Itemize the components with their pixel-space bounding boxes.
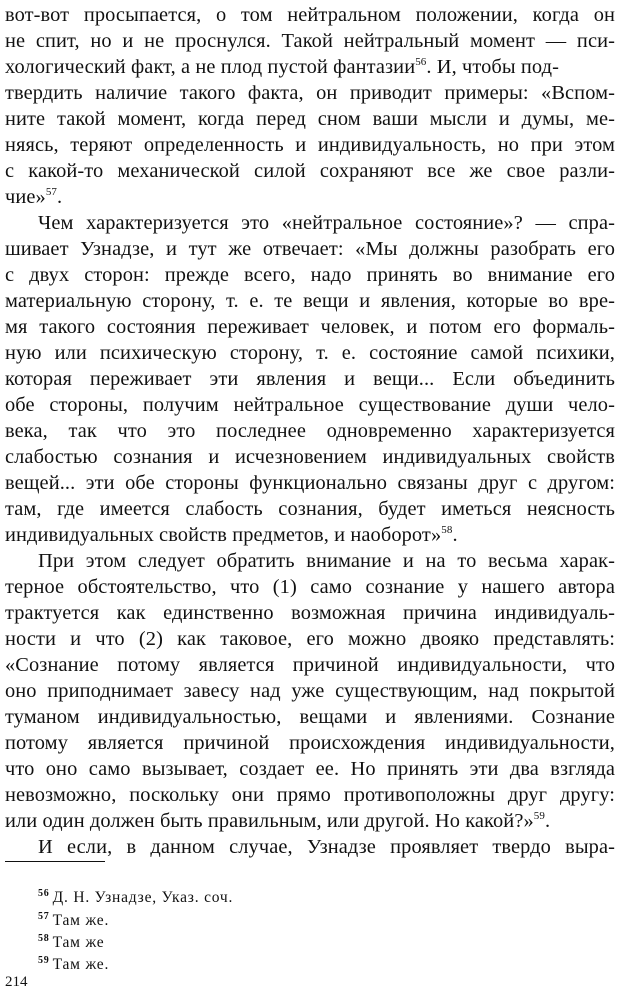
text-line: что оно само вызывает, создает ее. Но принять эти два взгляда — [5, 758, 615, 780]
text-line: терное обстоятельство, что (1) само сознание у нашего автора — [5, 576, 615, 598]
footnote: $^{56}$ Д. Н. Узнадзе, Указ. соч. — [38, 887, 234, 906]
text-line: вот-вот просыпается, о том нейтральном положении, когда он — [5, 4, 615, 26]
footnote-ref: 57 — [45, 186, 58, 199]
text-line: мя такого состояния переживает человек, и потом его формаль- — [5, 316, 615, 338]
text-line: шивает Узнадзе, и тут же отвечает: «Мы должны разобрать его — [5, 238, 615, 260]
footnote-ref: 56 — [415, 56, 427, 69]
footnote: $^{57}$ Там же. — [38, 910, 110, 929]
text-line: хологический факт, а не плод пустой фантазии$^{56}$. И, чтобы под- — [5, 56, 559, 78]
text-line: обе стороны, получим нейтральное существование души чело- — [5, 394, 615, 416]
footnote: $^{58}$ Там же — [38, 932, 105, 951]
text-line: трактуется как единственно возможная причина индивидуаль- — [5, 602, 615, 624]
text-line: с двух сторон: прежде всего, надо принять во внимание его — [5, 264, 615, 286]
text-line: материальную сторону, т. е. те вещи и явления, которые во вре- — [5, 290, 615, 312]
text-line: которая переживает эти явления и вещи... Если объединить — [5, 368, 615, 390]
text-line: ности и что (2) как таковое, его можно двояко представлять: — [5, 628, 615, 650]
text-line: не спит, но и не проснулся. Такой нейтральный момент — пси- — [5, 30, 615, 52]
text-line: потому является причиной происхождения индивидуальности, — [5, 732, 615, 754]
text-line: няясь, теряют определенность и индивидуальность, но при этом — [5, 134, 615, 156]
text-line: Чем характеризуется это «нейтральное состояние»? — спра- — [38, 212, 615, 234]
text-line: или один должен быть правильным, или другой. Но какой?»$^{59}$. — [5, 810, 551, 832]
text-line: там, где имеется слабость сознания, будет иметься неясность — [5, 498, 615, 520]
text-line: «Сознание потому является причиной индивидуальности, что — [5, 654, 615, 676]
footnote-ref: 59 — [533, 810, 545, 823]
text-line: оно приподнимает завесу над уже существующим, над покрытой — [5, 680, 615, 702]
text-line: индивидуальных свойств предметов, и наоборот»$^{58}$. — [5, 524, 458, 546]
page-number: 214 — [5, 974, 28, 990]
footnote-divider — [5, 861, 105, 862]
text-line: чие»$^{57}$. — [5, 186, 63, 208]
text-line: туманом индивидуальностью, вещами и явлениями. Сознание — [5, 706, 615, 728]
text-line: твердить наличие такого факта, он приводит примеры: «Вспом- — [5, 82, 615, 104]
text-line: ную или психическую сторону, т. е. состояние самой психики, — [5, 342, 615, 364]
text-line: вещей... эти обе стороны функционально связаны друг с другом: — [5, 472, 615, 494]
text-line: невозможно, поскольку они прямо противоположны друг другу: — [5, 784, 615, 806]
text-line: слабостью сознания и исчезновением индивидуальных свойств — [5, 446, 615, 468]
text-line: ните такой момент, когда перед сном ваши мысли и думы, ме- — [5, 108, 615, 130]
text-line: с какой-то механической силой сохраняют все же свое разли- — [5, 160, 615, 182]
footnote-ref: 58 — [441, 524, 453, 537]
footnote: $^{59}$ Там же. — [38, 954, 110, 973]
text-line: века, так что это последнее одновременно характеризуется — [5, 420, 615, 442]
text-line: И если, в данном случае, Узнадзе проявляет твердо выра- — [38, 836, 615, 858]
text-line: При этом следует обратить внимание и на то весьма харак- — [38, 550, 615, 572]
